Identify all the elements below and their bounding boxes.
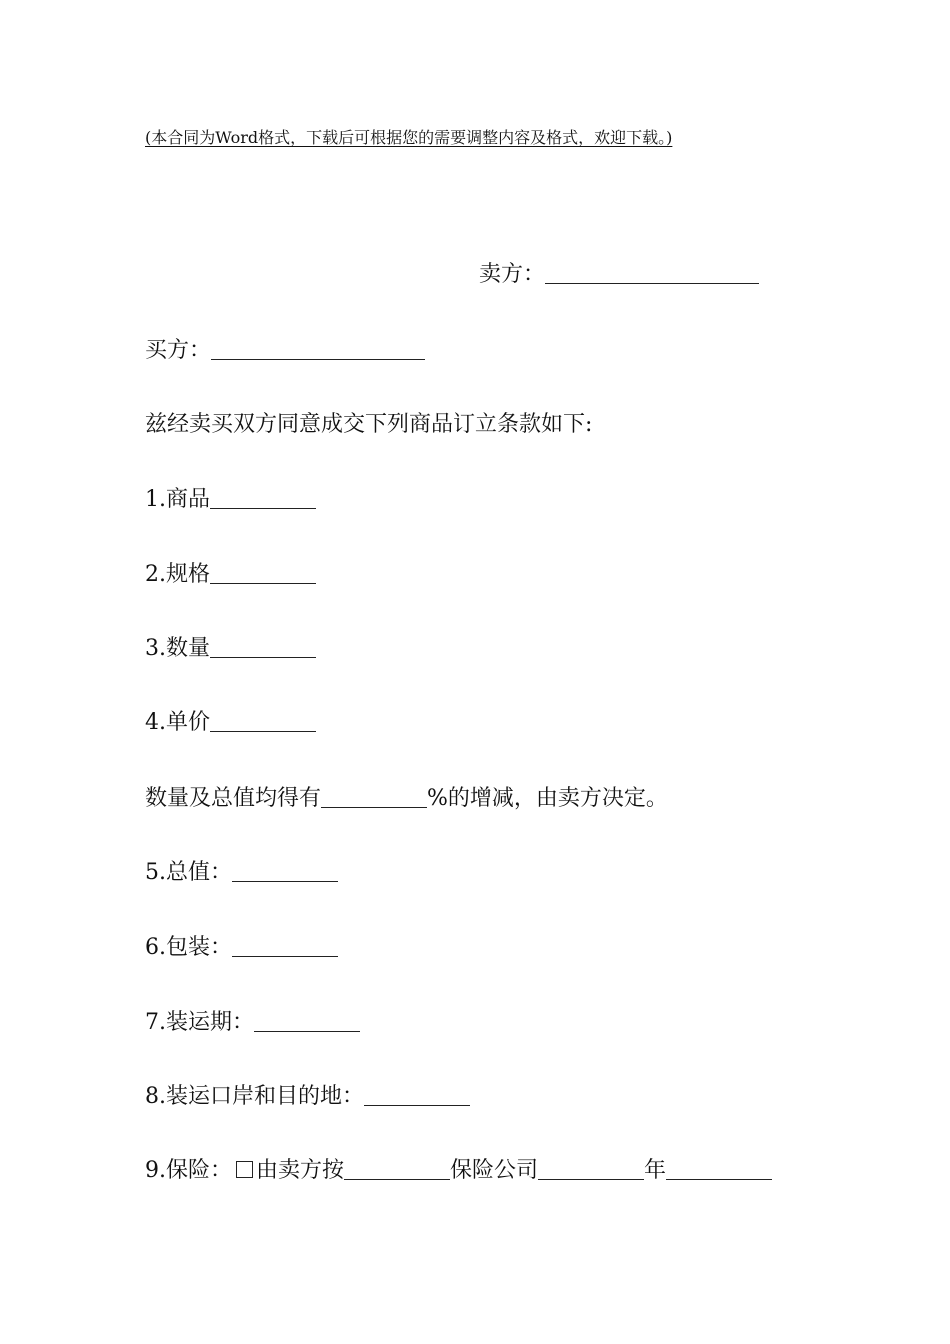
item-quantity-label: 3.数量: [145, 636, 210, 661]
item-spec-label: 2.规格: [145, 562, 210, 587]
buyer-blank: [211, 337, 425, 360]
tolerance-clause: [145, 784, 668, 814]
item-insurance: [145, 1156, 772, 1186]
seller-label: 卖方：: [479, 262, 546, 287]
insurance-text-3: 年: [644, 1158, 667, 1183]
item-insurance-label: 9.保险：: [145, 1158, 232, 1183]
seller-line: [479, 260, 759, 290]
seller-blank: [545, 261, 759, 284]
item-quantity-blank: [210, 635, 316, 658]
item-shipment-period-label: 7.装运期：: [145, 1010, 254, 1035]
item-packing: [145, 933, 338, 963]
item-total-value-label: 5.总值：: [145, 860, 232, 885]
item-shipment-period: [145, 1008, 360, 1038]
item-goods-blank: [210, 486, 316, 509]
item-spec: [145, 560, 316, 590]
tolerance-blank: [321, 785, 427, 808]
insurance-text-1: 由卖方按: [256, 1158, 345, 1183]
item-unit-price-blank: [210, 709, 316, 732]
buyer-label: 买方：: [145, 338, 212, 363]
item-ports: [145, 1082, 470, 1112]
item-ports-blank: [364, 1083, 470, 1106]
tolerance-prefix: 数量及总值均得有: [145, 786, 322, 811]
insurance-blank-2: [538, 1157, 644, 1180]
intro-paragraph: 兹经卖买双方同意成交下列商品订立条款如下:: [145, 412, 593, 437]
tolerance-suffix: %的增减，由卖方决定。: [427, 786, 668, 811]
item-unit-price-label: 4.单价: [145, 710, 210, 735]
item-packing-blank: [232, 934, 338, 957]
item-shipment-period-blank: [254, 1009, 360, 1032]
item-total-value: [145, 858, 338, 888]
buyer-line: [145, 336, 425, 366]
item-total-value-blank: [232, 859, 338, 882]
item-packing-label: 6.包装：: [145, 935, 232, 960]
insurance-blank-3: [666, 1157, 772, 1180]
insurance-blank-1: [344, 1157, 450, 1180]
item-unit-price: [145, 708, 316, 738]
item-goods-label: 1.商品: [145, 487, 210, 512]
insurance-checkbox: [236, 1161, 253, 1178]
item-quantity: [145, 634, 316, 664]
item-goods: [145, 485, 316, 515]
insurance-text-2: 保险公司: [450, 1158, 539, 1183]
download-notice: (本合同为Word格式，下载后可根据您的需要调整内容及格式，欢迎下载。): [145, 128, 673, 147]
item-spec-blank: [210, 561, 316, 584]
item-ports-label: 8.装运口岸和目的地：: [145, 1084, 364, 1109]
